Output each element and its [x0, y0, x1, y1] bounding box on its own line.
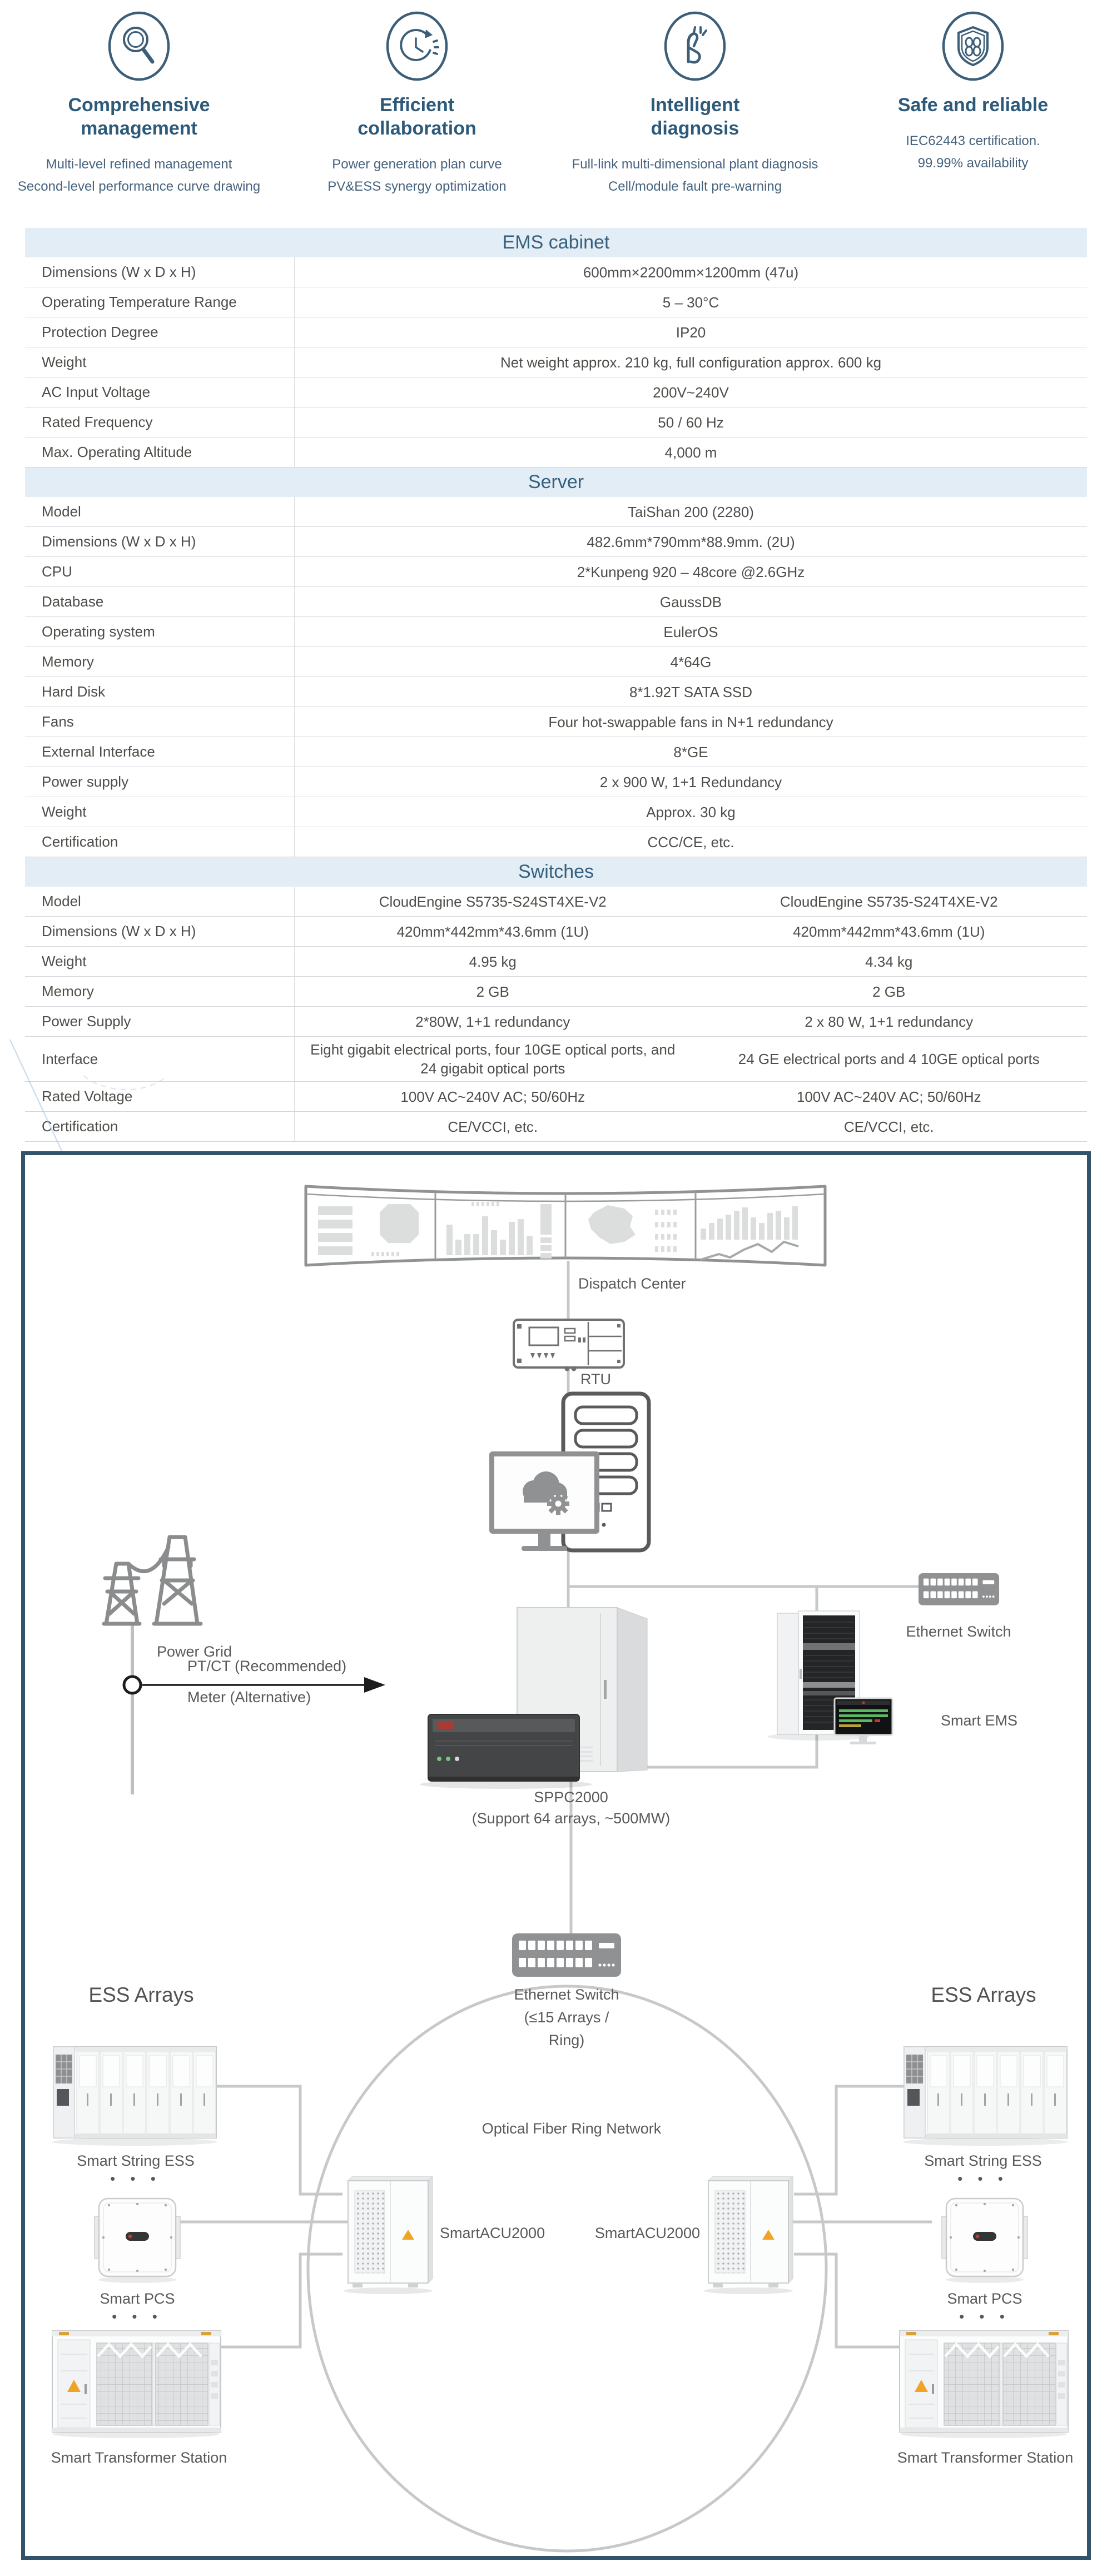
rtu-label: RTU	[580, 1371, 612, 1388]
ellipsis-left-2: • • •	[112, 2308, 163, 2325]
transformer-left-label: Smart Transformer Station	[51, 2449, 227, 2466]
row-value: IP20	[676, 324, 706, 341]
row-label: Power supply	[25, 767, 295, 797]
feature-title: Comprehensive management	[68, 95, 210, 139]
row-value: Eight gigabit electrical ports, four 10GE optical ports, and 24 gigabit optical ports	[310, 1041, 676, 1077]
smart-pcs-right-label: Smart PCS	[947, 2290, 1022, 2307]
row-label: External Interface	[25, 737, 295, 767]
row-label: Weight	[25, 797, 295, 827]
table-title: EMS cabinet	[25, 228, 1087, 257]
table-row	[25, 257, 1087, 287]
table-title: Server	[25, 468, 1087, 497]
row-value: 2 GB	[872, 983, 906, 1000]
smart-ems-label: Smart EMS	[940, 1712, 1018, 1729]
table-row	[25, 887, 1087, 917]
row-label: Weight	[25, 347, 295, 377]
row-value: CloudEngine S5735-S24T4XE-V2	[780, 893, 998, 910]
row-value: 2 GB	[476, 983, 509, 1000]
smart-string-ess-left-icon	[52, 2047, 217, 2146]
sppc2000-icon	[420, 1608, 647, 1789]
feature-title: Efficient collaboration	[358, 95, 476, 139]
feature-safe-reliable	[834, 10, 1112, 198]
feature-subtext: Full-link multi-dimensional plant diagnosis Cell/module fault pre-warning	[572, 157, 818, 194]
table-row	[25, 557, 1087, 587]
meter-label: Meter (Alternative)	[187, 1689, 311, 1705]
row-value: 482.6mm*790mm*88.9mm. (2U)	[587, 533, 795, 550]
power-grid-label: Power Grid	[157, 1643, 232, 1660]
table-row	[25, 1112, 1087, 1142]
snap-finger-icon	[661, 10, 729, 84]
transformer-station-right-icon	[900, 2331, 1068, 2438]
table-row	[25, 317, 1087, 347]
transformer-right-label: Smart Transformer Station	[897, 2449, 1074, 2466]
feature-intelligent-diagnosis	[556, 10, 834, 198]
feature-subtext: IEC62443 certification. 99.99% availability	[906, 133, 1040, 171]
table-row	[25, 1082, 1087, 1112]
table-row	[25, 677, 1087, 707]
row-value: GaussDB	[659, 593, 722, 610]
ptct-label: PT/CT (Recommended)	[187, 1658, 347, 1674]
row-label: Hard Disk	[25, 677, 295, 707]
smart-string-ess-right-label: Smart String ESS	[924, 2152, 1042, 2169]
row-value: 8*GE	[673, 743, 708, 760]
table-row	[25, 797, 1087, 827]
table-row	[25, 287, 1087, 317]
row-value: 200V~240V	[653, 384, 729, 401]
row-label: Operating Temperature Range	[25, 287, 295, 317]
row-label: Certification	[25, 827, 295, 857]
row-label: Database	[25, 587, 295, 616]
row-value: Four hot-swappable fans in N+1 redundancy	[548, 713, 833, 730]
row-label: Certification	[25, 1112, 295, 1141]
row-value: 4.34 kg	[865, 953, 913, 970]
table-row	[25, 377, 1087, 407]
row-value: 100V AC~240V AC; 50/60Hz	[400, 1088, 585, 1105]
row-value: 420mm*442mm*43.6mm (1U)	[793, 923, 985, 940]
row-label: Rated Voltage	[25, 1082, 295, 1111]
ethernet-switch-top-label: Ethernet Switch	[906, 1623, 1011, 1640]
dispatch-center-label: Dispatch Center	[578, 1275, 686, 1292]
table-row	[25, 1007, 1087, 1037]
ring-switch-label: Ethernet Switch (≤15 Arrays / Ring)	[514, 1986, 619, 2048]
table-row	[25, 437, 1087, 468]
table-switches	[25, 857, 1087, 1142]
rtu-icon	[514, 1320, 624, 1371]
ellipsis-right-2: • • •	[959, 2308, 1010, 2325]
feature-comprehensive-management	[0, 10, 278, 198]
row-value: Approx. 30 kg	[646, 803, 736, 820]
dispatch-video-wall-icon	[306, 1186, 825, 1265]
smart-ems-icon	[767, 1611, 892, 1744]
row-value: 2*80W, 1+1 redundancy	[415, 1013, 570, 1030]
row-label: Memory	[25, 977, 295, 1006]
smart-pcs-left-icon	[95, 2199, 180, 2283]
ring-network-label: Optical Fiber Ring Network	[481, 2120, 662, 2137]
feature-title: Intelligent diagnosis	[650, 95, 740, 139]
smart-string-ess-left-label: Smart String ESS	[77, 2152, 195, 2169]
table-row	[25, 587, 1087, 617]
ess-arrays-left-title: ESS Arrays	[88, 1983, 194, 2006]
row-value: EulerOS	[663, 623, 718, 640]
row-value: 4.95 kg	[469, 953, 517, 970]
power-grid-icon	[104, 1537, 201, 1624]
row-label: Fans	[25, 707, 295, 737]
row-value: 4*64G	[670, 653, 712, 670]
row-value: 8*1.92T SATA SSD	[629, 683, 753, 700]
row-value: 2 x 900 W, 1+1 Redundancy	[599, 773, 782, 790]
smartacu2000-right-icon	[704, 2176, 793, 2294]
feature-title: Safe and reliable	[897, 95, 1049, 116]
table-row	[25, 947, 1087, 977]
topology-diagram	[21, 1151, 1091, 2560]
row-label: Max. Operating Altitude	[25, 437, 295, 467]
smartacu2000-left-label: SmartACU2000	[440, 2225, 545, 2241]
row-label: Rated Frequency	[25, 407, 295, 437]
row-value: 420mm*442mm*43.6mm (1U)	[396, 923, 589, 940]
table-ems-cabinet	[25, 228, 1087, 468]
table-row	[25, 497, 1087, 527]
row-value: Net weight approx. 210 kg, full configuration approx. 600 kg	[500, 354, 882, 371]
row-value: 600mm×2200mm×1200mm (47u)	[583, 263, 799, 281]
row-value: TaiShan 200 (2280)	[628, 503, 754, 520]
table-row	[25, 707, 1087, 737]
table-row	[25, 767, 1087, 797]
row-label: Model	[25, 497, 295, 526]
table-title: Switches	[25, 857, 1087, 887]
row-label: Power Supply	[25, 1007, 295, 1036]
row-value: 5 – 30°C	[662, 294, 719, 311]
smartacu2000-right-label: SmartACU2000	[594, 2225, 700, 2241]
table-row	[25, 527, 1087, 557]
table-row	[25, 647, 1087, 677]
row-label: Memory	[25, 647, 295, 677]
row-value: 4,000 m	[664, 444, 717, 461]
row-value: CCC/CE, etc.	[647, 833, 734, 851]
row-label: AC Input Voltage	[25, 377, 295, 407]
row-label: Operating system	[25, 617, 295, 647]
table-server	[25, 468, 1087, 857]
refresh-clock-icon	[383, 10, 451, 84]
table-row	[25, 827, 1087, 857]
feature-subtext: Power generation plan curve PV&ESS synergy optimization	[327, 157, 507, 194]
row-label: Dimensions (W x D x H)	[25, 527, 295, 556]
smart-string-ess-right-icon	[903, 2047, 1068, 2146]
row-label: Dimensions (W x D x H)	[25, 257, 295, 287]
row-label: Dimensions (W x D x H)	[25, 917, 295, 946]
feature-efficient-collaboration	[278, 10, 556, 198]
row-label: Interface	[25, 1037, 295, 1081]
topology-art	[25, 1155, 1087, 2556]
ethernet-switch-ring-icon	[512, 1933, 621, 1977]
feature-subtext: Multi-level refined management Second-level performance curve drawing	[17, 157, 261, 194]
magnifier-icon	[105, 10, 173, 84]
smart-pcs-right-icon	[942, 2199, 1027, 2283]
table-row	[25, 617, 1087, 647]
row-value: CE/VCCI, etc.	[843, 1118, 934, 1135]
row-value: 2*Kunpeng 920 – 48core @2.6GHz	[577, 563, 805, 580]
feature-highlights	[0, 10, 1112, 198]
row-value: CE/VCCI, etc.	[448, 1118, 538, 1135]
row-label: CPU	[25, 557, 295, 586]
row-value: CloudEngine S5735-S24ST4XE-V2	[379, 893, 607, 910]
spec-tables	[25, 228, 1087, 1142]
table-row	[25, 737, 1087, 767]
row-value: 24 GE electrical ports and 4 10GE optical ports	[738, 1051, 1040, 1067]
shield-clover-icon	[939, 10, 1007, 84]
ethernet-switch-top-icon	[919, 1573, 999, 1605]
ellipsis-right-1: • • •	[957, 2170, 1009, 2187]
ess-arrays-right-title: ESS Arrays	[931, 1983, 1036, 2006]
transformer-station-left-icon	[52, 2331, 221, 2438]
smartacu2000-left-icon	[344, 2176, 433, 2294]
table-row	[25, 1037, 1087, 1082]
row-label: Weight	[25, 947, 295, 976]
row-label: Model	[25, 887, 295, 916]
table-row	[25, 917, 1087, 947]
row-value: 100V AC~240V AC; 50/60Hz	[796, 1088, 981, 1105]
row-label: Protection Degree	[25, 317, 295, 347]
table-row	[25, 977, 1087, 1007]
ellipsis-left-1: • • •	[110, 2170, 161, 2187]
smart-pcs-left-label: Smart PCS	[100, 2290, 175, 2307]
table-row	[25, 347, 1087, 377]
row-value: 50 / 60 Hz	[658, 414, 724, 431]
sppc2000-sublabel: (Support 64 arrays, ~500MW)	[471, 1810, 671, 1827]
table-row	[25, 407, 1087, 437]
sppc2000-label: SPPC2000	[534, 1789, 608, 1806]
row-value: 2 x 80 W, 1+1 redundancy	[805, 1013, 974, 1030]
